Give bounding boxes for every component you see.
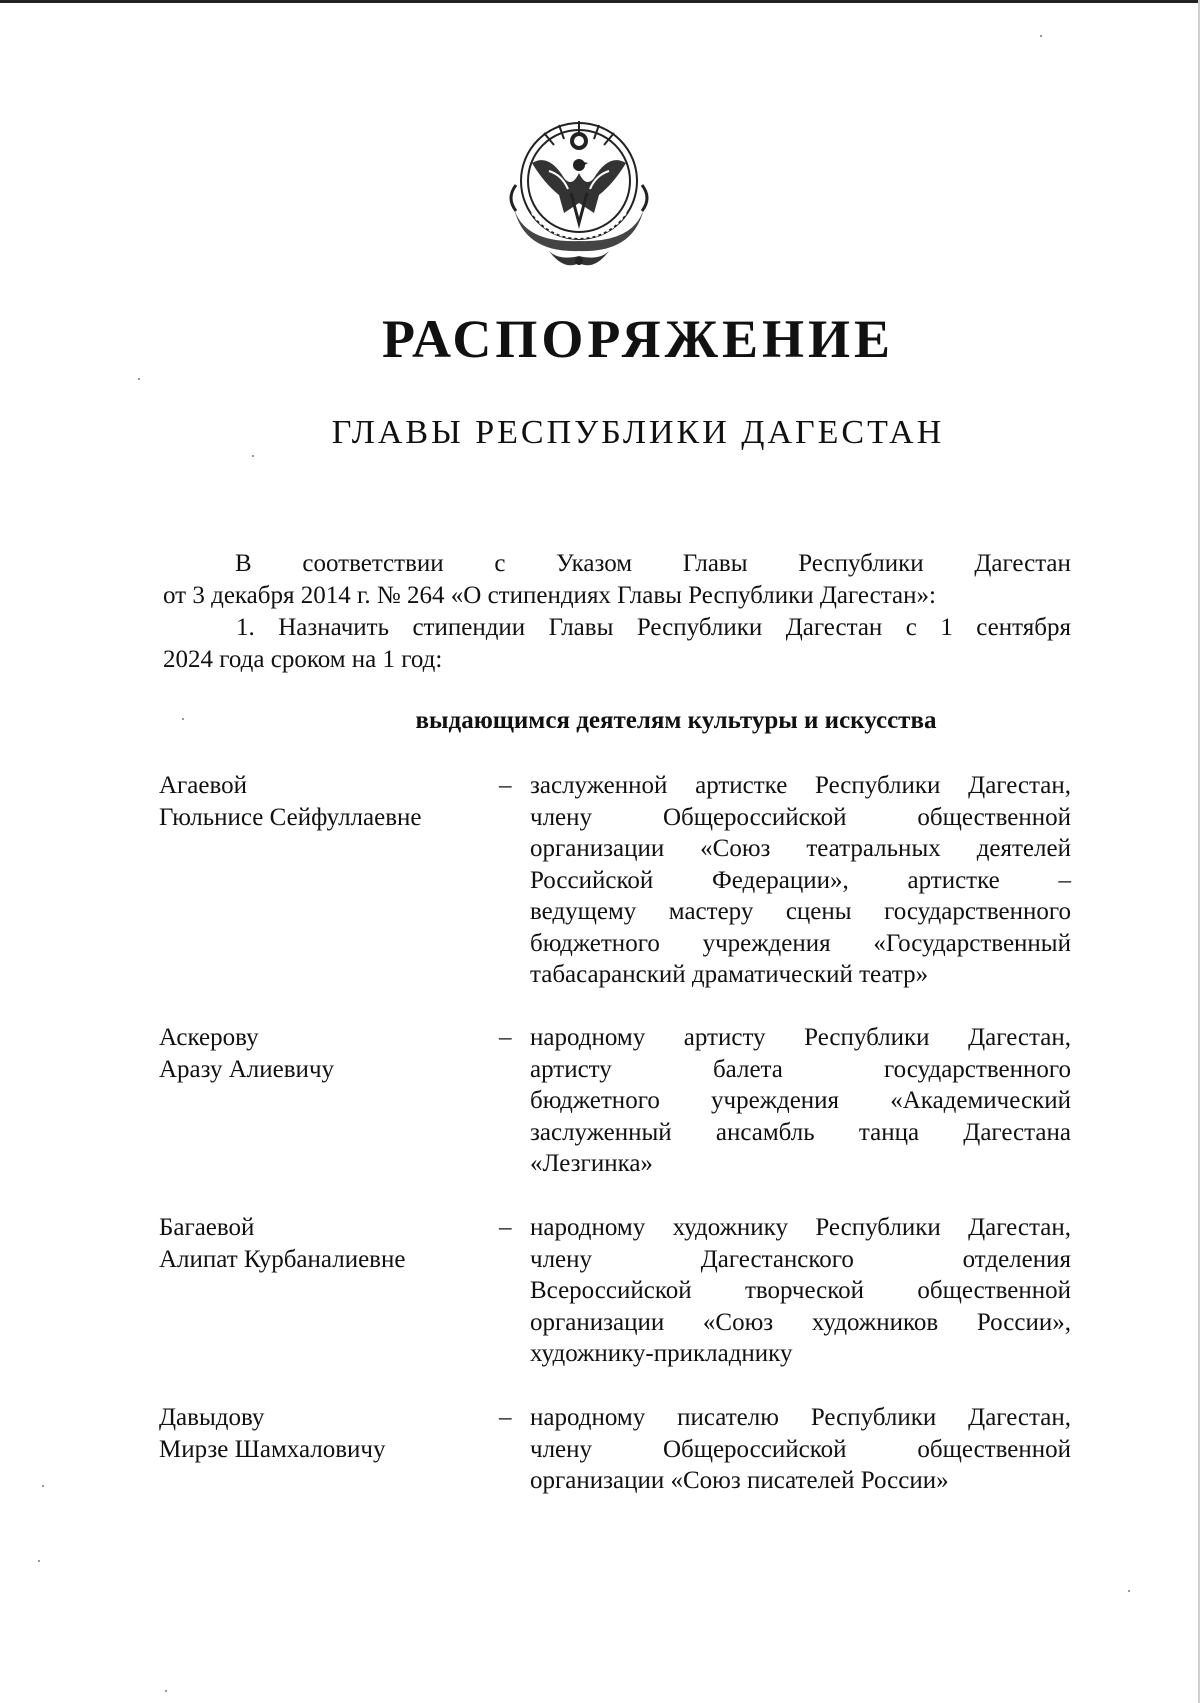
recipient-description-line: табасаранский драматический театр» xyxy=(530,961,929,988)
preamble-line-1 xyxy=(163,548,1071,580)
recipient-description-line: заслуженный ансамбль танца Дагестана xyxy=(530,1118,1071,1146)
recipient-description-line: члену Общероссийской общественной xyxy=(530,1435,1071,1463)
recipient-description-line: члену Общероссийской общественной xyxy=(530,803,1071,831)
recipient-description-line: Российской Федерации», артистке – xyxy=(530,866,1071,894)
recipient-name-line: Агаевой xyxy=(159,772,248,799)
recipient-name xyxy=(159,1022,479,1085)
recipient-description-line: бюджетного учреждения «Академический xyxy=(530,1087,1071,1114)
recipient-description-line: художнику-прикладнику xyxy=(530,1340,793,1367)
recipient-name-line: Багаевой xyxy=(159,1214,255,1241)
item-1-word: Главы xyxy=(548,614,614,641)
recipient-description xyxy=(530,1022,1071,1180)
preamble-word: Главы xyxy=(682,550,748,577)
scan-top-edge xyxy=(0,0,1200,3)
preamble-paragraph xyxy=(163,548,1071,612)
item-1-paragraph xyxy=(163,612,1071,676)
recipient-name-line: Аразу Алиевичу xyxy=(159,1055,335,1083)
preamble-word: Указом xyxy=(556,550,633,577)
entry-dash: – xyxy=(499,772,512,799)
document-subtitle: ГЛАВЫ РЕСПУБЛИКИ ДАГЕСТАН xyxy=(331,414,945,451)
entry-dash: – xyxy=(499,1214,512,1241)
recipient-name xyxy=(159,1402,479,1465)
preamble-word: соответствии xyxy=(302,550,444,577)
recipient-description-line: артисту балета государственного xyxy=(530,1055,1071,1083)
recipient-description xyxy=(530,770,1071,991)
recipient-description xyxy=(530,1212,1071,1370)
recipient-name-line: Аскерову xyxy=(159,1024,259,1051)
item-1-word: Дагестан xyxy=(785,614,883,641)
recipient-description-line: «Лезгинка» xyxy=(530,1150,653,1177)
item-1-word: с xyxy=(905,614,917,641)
preamble-line-2: от 3 декабря 2014 г. № 264 «О стипендиях Главы Республики Дагестан»: xyxy=(163,582,936,609)
recipient-name-line: Давыдову xyxy=(159,1404,265,1431)
preamble-word: с xyxy=(494,550,506,577)
recipient-description-line: организации «Союз художников России», xyxy=(530,1308,1071,1336)
item-1-word: Республики xyxy=(636,614,763,641)
recipient-description xyxy=(530,1402,1071,1497)
recipient-description-line: члену Дагестанского отделения xyxy=(530,1245,1071,1273)
recipient-name xyxy=(159,1212,479,1275)
preamble-word: Дагестан xyxy=(974,550,1071,577)
preamble-word: Республики xyxy=(798,550,924,577)
item-1-word: сентября xyxy=(976,614,1071,641)
recipient-description-line: ведущему мастеру сцены государственного xyxy=(530,898,1071,925)
recipient-description-line: народному художнику Республики Дагестан, xyxy=(530,1214,1071,1241)
recipient-description-line: Всероссийской творческой общественной xyxy=(530,1277,1071,1304)
recipient-description-line: организации «Союз театральных деятелей xyxy=(530,835,1071,862)
recipient-description-line: заслуженной артистке Республики Дагестан, xyxy=(530,772,1071,799)
preamble-word: В xyxy=(235,550,252,577)
item-1-word: 1 xyxy=(940,614,953,641)
item-1-word: Назначить xyxy=(278,614,389,641)
recipient-name-line: Гюльнисе Сейфуллаевне xyxy=(159,803,422,831)
item-1-word: 1. xyxy=(236,614,255,641)
recipient-description-line: народному артисту Республики Дагестан, xyxy=(530,1024,1071,1051)
section-heading: выдающимся деятелям культуры и искусства xyxy=(415,707,937,734)
recipient-name-line: Мирзе Шамхаловичу xyxy=(159,1435,386,1463)
recipient-description-line: народному писателю Республики Дагестан, xyxy=(530,1404,1071,1431)
dagestan-coat-of-arms-icon xyxy=(504,103,654,273)
recipient-name-line: Алипат Курбаналиевне xyxy=(159,1245,406,1273)
recipient-description-line: организации «Союз писателей России» xyxy=(530,1467,949,1494)
entry-dash: – xyxy=(499,1404,512,1431)
document-title: РАСПОРЯЖЕНИЕ xyxy=(381,309,895,369)
recipient-description-line: бюджетного учреждения «Государственный xyxy=(530,929,1071,957)
item-1-line-1 xyxy=(163,612,1071,644)
item-1-word: стипендии xyxy=(412,614,526,641)
recipient-name xyxy=(159,770,479,833)
item-1-line-2: 2024 года сроком на 1 год: xyxy=(163,646,443,673)
entry-dash: – xyxy=(499,1024,512,1051)
